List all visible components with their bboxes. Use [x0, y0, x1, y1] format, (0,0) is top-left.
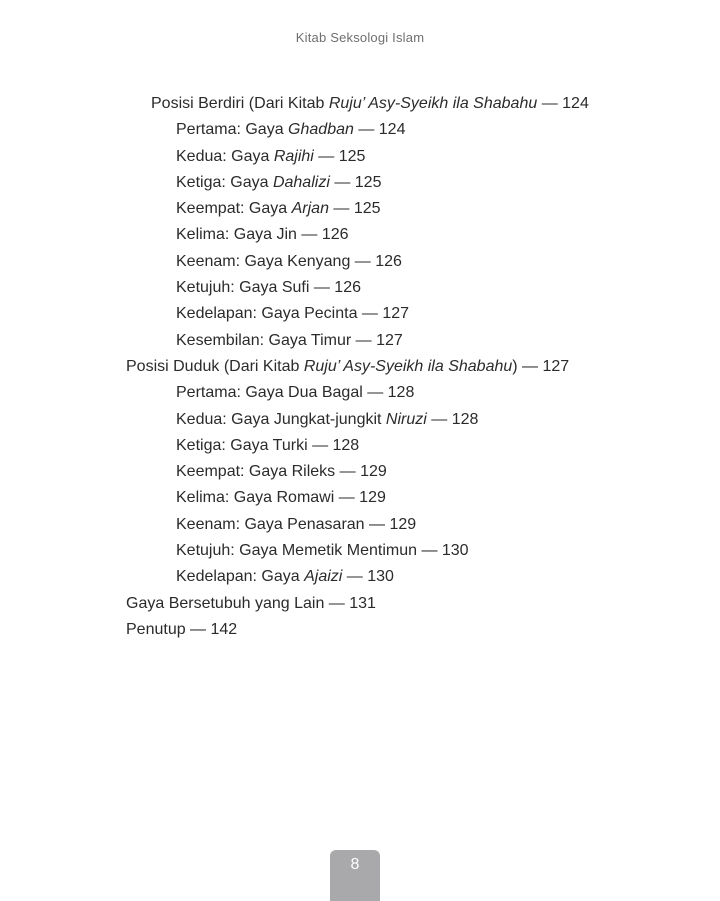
- toc-entry-text: Keenam: Gaya Kenyang — 126: [176, 252, 402, 270]
- toc-entry: [0, 91, 720, 117]
- toc-entry-text: Kelima: Gaya Romawi — 129: [176, 489, 386, 507]
- toc-entry-text: Ketiga: Gaya Turki — 128: [176, 436, 360, 454]
- toc-entry-italic-text: Ajaizi: [304, 568, 343, 586]
- toc-entry: [0, 459, 720, 485]
- toc-entry-text: Kedua: Gaya: [176, 147, 274, 165]
- toc-entry: [0, 354, 720, 380]
- toc-entry-text: Kesembilan: Gaya Timur — 127: [176, 331, 403, 349]
- toc-entry: [0, 538, 720, 564]
- toc-entry-text: Keempat: Gaya: [176, 200, 292, 218]
- toc-entry-text: — 124: [537, 95, 589, 112]
- toc-entry-text: — 124: [353, 121, 406, 139]
- running-header-title: Kitab Seksologi Islam: [295, 30, 425, 45]
- toc-entry: [0, 170, 720, 196]
- toc-entry: [0, 328, 720, 354]
- toc-entry-text: Keenam: Gaya Penasaran — 129: [176, 515, 417, 533]
- toc-entry-text: — 125: [329, 173, 382, 191]
- toc-entry-italic-text: Rajihi: [273, 147, 314, 165]
- toc-entry-italic-text: Niruzi: [385, 410, 427, 428]
- toc-entry: [0, 144, 720, 170]
- page-number-tab: [330, 850, 380, 901]
- toc-entry: [0, 222, 720, 248]
- toc-entry-text: Posisi Berdiri (Dari Kitab: [151, 95, 329, 112]
- toc-entry: [0, 196, 720, 222]
- toc-entry-italic-text: Dahalizi: [272, 173, 330, 191]
- toc-entry: [0, 512, 720, 538]
- toc-entry-italic-text: Ghadban: [288, 121, 354, 139]
- toc-entry-text: Kedelapan: Gaya Pecinta — 127: [176, 305, 410, 323]
- toc-entry-text: ) — 127: [512, 357, 570, 375]
- toc-entry-italic-text: Ruju’ Asy-Syeikh ila Shabahu: [328, 95, 538, 112]
- toc-entry-text: Posisi Duduk (Dari Kitab: [126, 357, 304, 375]
- toc-entry: [0, 275, 720, 301]
- toc-entry-text: Ketujuh: Gaya Sufi — 126: [176, 279, 361, 297]
- toc-entry: [0, 485, 720, 511]
- toc-entry: [0, 617, 720, 643]
- toc-entry-text: Penutup — 142: [126, 620, 238, 638]
- toc-entry-text: Gaya Bersetubuh yang Lain — 131: [126, 594, 376, 612]
- toc-entry: [0, 249, 720, 275]
- toc-entry-text: Ketujuh: Gaya Memetik Mentimun — 130: [176, 542, 469, 560]
- table-of-contents: [0, 91, 720, 643]
- toc-entry-text: — 125: [328, 200, 381, 218]
- toc-entry-text: Keempat: Gaya Rileks — 129: [176, 463, 387, 481]
- toc-entry: [0, 407, 720, 433]
- toc-entry-text: — 130: [342, 568, 394, 586]
- toc-entry: [0, 433, 720, 459]
- toc-entry: [0, 301, 720, 327]
- page-number: 8: [350, 856, 360, 873]
- toc-entry-italic-text: Arjan: [291, 200, 329, 218]
- toc-entry: [0, 117, 720, 143]
- toc-entry-text: Kedua: Gaya Jungkat-jungkit: [176, 410, 386, 428]
- toc-entry-italic-text: Ruju’ Asy-Syeikh ila Shabahu: [303, 357, 513, 375]
- toc-entry-text: — 128: [426, 410, 479, 428]
- toc-entry-text: Kedelapan: Gaya: [176, 568, 305, 586]
- toc-entry: [0, 591, 720, 617]
- toc-entry-text: — 125: [313, 147, 366, 165]
- toc-entry: [0, 380, 720, 406]
- toc-entry-text: Ketiga: Gaya: [176, 173, 273, 191]
- toc-entry-text: Pertama: Gaya Dua Bagal — 128: [176, 384, 415, 402]
- toc-entry-text: Kelima: Gaya Jin — 126: [176, 226, 349, 244]
- toc-entry-text: Pertama: Gaya: [176, 121, 289, 139]
- toc-entry: [0, 564, 720, 590]
